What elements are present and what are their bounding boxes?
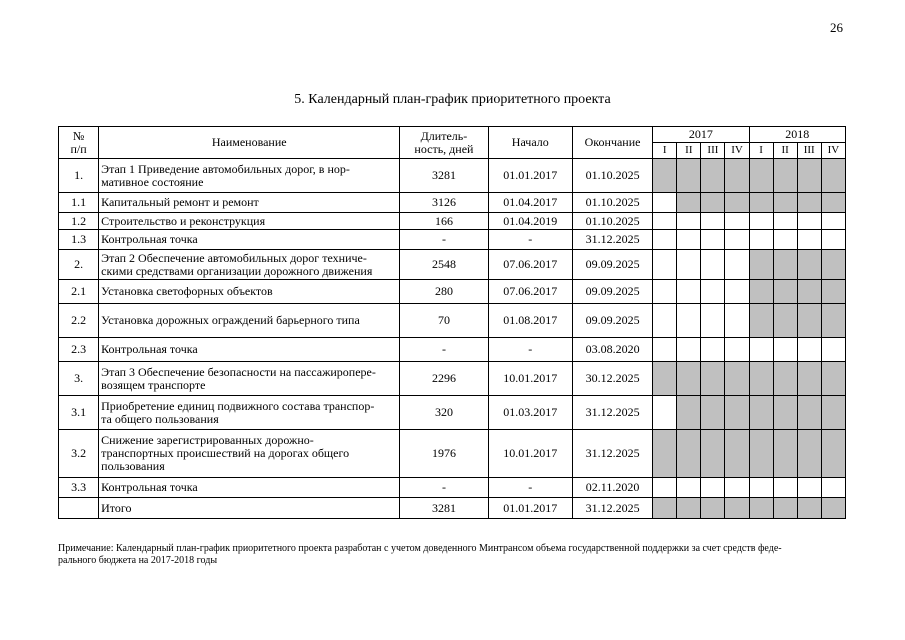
table-row [59,159,846,193]
row-num: 2.1 [59,280,99,304]
gantt-cell-filled [773,396,797,430]
gantt-cell-empty [773,230,797,250]
gantt-cell-empty [821,478,845,498]
row-end: 01.10.2025 [572,213,652,230]
gantt-cell-empty [701,478,725,498]
page-title: 5. Календарный план-график приоритетного проекта [294,92,611,107]
gantt-cell-filled [797,193,821,213]
gantt-cell-filled [773,304,797,338]
row-name: Установка светофорных объектов [99,280,400,304]
header-quarter: I [653,143,677,159]
header-quarter: I [749,143,773,159]
footnote: Примечание: Календарный план-график приоритетного проекта разработан с учетом доведенного Минтрансом объема государственной поддержки за счет средств феде- рального бюджета на 2017-2018 годы [58,543,782,566]
table-row [59,498,846,519]
gantt-cell-empty [677,338,701,362]
gantt-cell-empty [701,304,725,338]
row-duration: 166 [400,213,488,230]
gantt-cell-filled [749,304,773,338]
row-start: 01.03.2017 [488,396,572,430]
gantt-cell-empty [749,338,773,362]
page-number: 26 [830,20,843,35]
header-end: Окончание [572,127,652,159]
row-end: 01.10.2025 [572,193,652,213]
row-duration: 70 [400,304,488,338]
row-start: 01.04.2017 [488,193,572,213]
gantt-cell-filled [725,159,749,193]
row-name: Установка дорожных ограждений барьерного типа [99,304,400,338]
row-name: Капитальный ремонт и ремонт [99,193,400,213]
header-num: № п/п [59,127,99,159]
row-name: Строительство и реконструкция [99,213,400,230]
gantt-cell-empty [725,250,749,280]
gantt-cell-filled [701,193,725,213]
gantt-cell-filled [749,396,773,430]
row-name: Итого [99,498,400,519]
gantt-cell-filled [821,304,845,338]
row-name: Контрольная точка [99,338,400,362]
row-start: 01.01.2017 [488,159,572,193]
table-row [59,362,846,396]
gantt-cell-filled [773,193,797,213]
gantt-cell-empty [653,280,677,304]
gantt-cell-empty [653,338,677,362]
gantt-cell-filled [821,280,845,304]
row-end: 09.09.2025 [572,250,652,280]
row-start: 07.06.2017 [488,280,572,304]
gantt-cell-empty [725,304,749,338]
header-year-2018: 2018 [749,127,845,143]
gantt-cell-empty [677,280,701,304]
row-start: - [488,338,572,362]
gantt-cell-empty [773,213,797,230]
header-duration: Длитель- ность, дней [400,127,488,159]
row-num: 2. [59,250,99,280]
row-num: 1. [59,159,99,193]
header-quarter: II [677,143,701,159]
gantt-cell-empty [821,213,845,230]
gantt-cell-filled [821,362,845,396]
gantt-cell-empty [797,213,821,230]
row-name: Контрольная точка [99,478,400,498]
gantt-cell-filled [773,159,797,193]
gantt-cell-filled [821,396,845,430]
gantt-cell-filled [749,250,773,280]
table-row [59,430,846,478]
gantt-cell-filled [677,159,701,193]
gantt-cell-empty [653,304,677,338]
gantt-cell-filled [725,362,749,396]
gantt-cell-empty [821,338,845,362]
gantt-cell-filled [725,193,749,213]
row-start: 01.04.2019 [488,213,572,230]
gantt-cell-filled [797,159,821,193]
row-start: - [488,230,572,250]
gantt-cell-filled [773,430,797,478]
gantt-cell-filled [677,396,701,430]
gantt-cell-filled [701,362,725,396]
row-end: 30.12.2025 [572,362,652,396]
row-end: 03.08.2020 [572,338,652,362]
gantt-cell-filled [749,362,773,396]
table-row [59,193,846,213]
gantt-cell-empty [773,478,797,498]
gantt-cell-empty [725,213,749,230]
gantt-cell-empty [821,230,845,250]
gantt-cell-empty [677,230,701,250]
gantt-cell-filled [773,280,797,304]
row-duration: - [400,338,488,362]
gantt-cell-filled [749,280,773,304]
gantt-cell-empty [749,213,773,230]
gantt-cell-filled [821,430,845,478]
gantt-cell-filled [773,498,797,519]
gantt-cell-filled [701,498,725,519]
row-name: Этап 3 Обеспечение безопасности на пассажиропере- возящем транспорте [99,362,400,396]
row-duration: 3281 [400,159,488,193]
gantt-cell-empty [797,478,821,498]
header-quarter: III [701,143,725,159]
gantt-cell-empty [725,478,749,498]
table-row [59,280,846,304]
gantt-cell-empty [701,338,725,362]
row-num: 2.2 [59,304,99,338]
row-duration: - [400,478,488,498]
row-name: Этап 2 Обеспечение автомобильных дорог техниче- скими средствами организации дорожного движения [99,250,400,280]
gantt-cell-empty [725,338,749,362]
row-end: 09.09.2025 [572,304,652,338]
gantt-cell-filled [749,159,773,193]
gantt-cell-filled [701,430,725,478]
row-start: 10.01.2017 [488,430,572,478]
gantt-cell-filled [653,498,677,519]
gantt-cell-filled [653,430,677,478]
gantt-cell-empty [677,213,701,230]
row-duration: 2296 [400,362,488,396]
row-name: Приобретение единиц подвижного состава транспор- та общего пользования [99,396,400,430]
gantt-cell-empty [677,478,701,498]
gantt-cell-filled [797,304,821,338]
table-row [59,250,846,280]
gantt-cell-filled [677,430,701,478]
row-num: 1.3 [59,230,99,250]
gantt-cell-filled [725,498,749,519]
row-end: 02.11.2020 [572,478,652,498]
row-num: 1.1 [59,193,99,213]
gantt-cell-filled [797,498,821,519]
row-duration: - [400,230,488,250]
gantt-cell-empty [797,230,821,250]
row-start: 01.08.2017 [488,304,572,338]
gantt-cell-empty [749,478,773,498]
gantt-cell-empty [653,396,677,430]
gantt-cell-filled [725,430,749,478]
row-num [59,498,99,519]
row-name: Этап 1 Приведение автомобильных дорог, в нор- мативное состояние [99,159,400,193]
table-row [59,396,846,430]
gantt-cell-empty [725,280,749,304]
table-row [59,304,846,338]
gantt-cell-empty [701,280,725,304]
gantt-cell-empty [677,250,701,280]
row-end: 31.12.2025 [572,430,652,478]
gantt-cell-filled [821,250,845,280]
gantt-cell-filled [677,498,701,519]
row-end: 31.12.2025 [572,498,652,519]
row-duration: 3281 [400,498,488,519]
table-row [59,338,846,362]
gantt-cell-filled [749,430,773,478]
gantt-cell-filled [797,396,821,430]
row-end: 31.12.2025 [572,230,652,250]
gantt-cell-empty [653,478,677,498]
header-quarter: II [773,143,797,159]
table-row [59,213,846,230]
row-num: 3.1 [59,396,99,430]
gantt-cell-empty [701,230,725,250]
gantt-cell-filled [677,362,701,396]
gantt-cell-empty [749,230,773,250]
gantt-cell-empty [773,338,797,362]
row-end: 09.09.2025 [572,280,652,304]
row-name: Контрольная точка [99,230,400,250]
gantt-cell-filled [797,430,821,478]
row-num: 1.2 [59,213,99,230]
gantt-cell-filled [821,193,845,213]
gantt-cell-filled [749,498,773,519]
gantt-cell-filled [677,193,701,213]
gantt-cell-empty [653,193,677,213]
gantt-cell-filled [797,280,821,304]
row-end: 01.10.2025 [572,159,652,193]
row-name: Снижение зарегистрированных дорожно- транспортных происшествий на дорогах общего пользования [99,430,400,478]
schedule-table [58,126,846,519]
header-quarter: IV [725,143,749,159]
row-duration: 2548 [400,250,488,280]
header-start: Начало [488,127,572,159]
row-duration: 320 [400,396,488,430]
gantt-cell-empty [653,230,677,250]
header-year-2017: 2017 [653,127,749,143]
row-start: - [488,478,572,498]
row-num: 3.3 [59,478,99,498]
gantt-cell-filled [653,362,677,396]
gantt-cell-filled [821,159,845,193]
header-name: Наименование [99,127,400,159]
row-end: 31.12.2025 [572,396,652,430]
gantt-cell-empty [677,304,701,338]
gantt-cell-empty [701,250,725,280]
row-num: 3. [59,362,99,396]
gantt-cell-filled [653,159,677,193]
gantt-cell-empty [701,213,725,230]
gantt-cell-empty [725,230,749,250]
gantt-cell-filled [797,250,821,280]
gantt-cell-filled [797,362,821,396]
row-start: 01.01.2017 [488,498,572,519]
header-quarter: IV [821,143,845,159]
header-quarter: III [797,143,821,159]
row-duration: 1976 [400,430,488,478]
row-num: 2.3 [59,338,99,362]
gantt-cell-empty [797,338,821,362]
row-start: 10.01.2017 [488,362,572,396]
row-duration: 280 [400,280,488,304]
row-duration: 3126 [400,193,488,213]
gantt-cell-empty [653,250,677,280]
gantt-cell-filled [773,250,797,280]
row-start: 07.06.2017 [488,250,572,280]
table-row [59,478,846,498]
gantt-cell-filled [749,193,773,213]
gantt-cell-empty [653,213,677,230]
gantt-cell-filled [701,159,725,193]
gantt-cell-filled [821,498,845,519]
row-num: 3.2 [59,430,99,478]
gantt-cell-filled [773,362,797,396]
gantt-cell-filled [701,396,725,430]
table-row [59,230,846,250]
gantt-cell-filled [725,396,749,430]
